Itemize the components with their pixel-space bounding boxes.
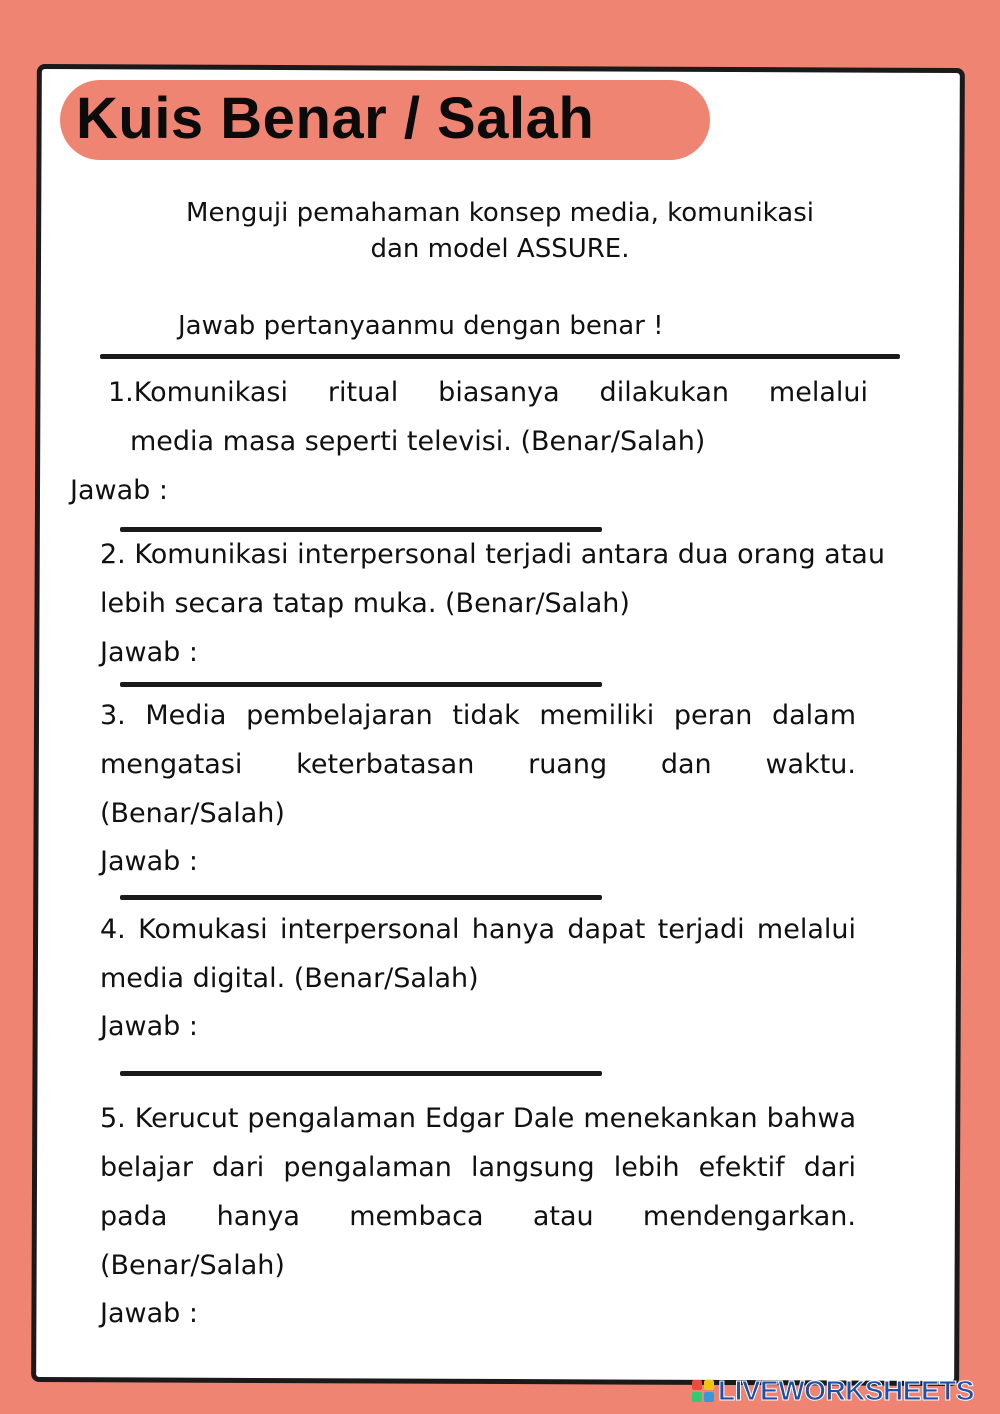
question-5-answer-label: Jawab : [100,1298,198,1329]
question-4-answer-label: Jawab : [100,1011,198,1042]
question-5: 5. Kerucut pengalaman Edgar Dale menekankan bahwa belajar dari pengalaman langsung lebih efektif dari pada hanya membaca atau mendengarkan. (Benar/Salah) [100,1103,856,1281]
question-1 [108,368,868,466]
subtitle-line-2: dan model ASSURE. [370,234,630,264]
question-2-answer-line[interactable] [120,682,602,687]
brand-name: LIVEWORKSHEETS [718,1375,974,1406]
question-2-answer-label: Jawab : [100,637,198,668]
instruction: Jawab pertanyaanmu dengan benar ! [178,311,664,341]
question-3-answer-line[interactable] [120,895,602,900]
question-3-answer-label: Jawab : [100,846,198,877]
question-4: 4. Komukasi interpersonal hanya dapat terjadi melalui media digital. (Benar/Salah) [100,914,856,994]
page-title: Kuis Benar / Salah [76,86,595,151]
question-1-answer-label: Jawab : [70,475,168,506]
subtitle [100,195,900,267]
subtitle-line-1: Menguji pemahaman konsep media, komunikasi [186,198,814,228]
liveworksheets-logo-icon [692,1380,714,1402]
question-1-line-1: 1.Komunikasi ritual biasanya dilakukan melalui [108,377,868,408]
question-3: 3. Media pembelajaran tidak memiliki peran dalam mengatasi keterbatasan ruang dan waktu. (Benar/Salah) [100,700,856,829]
question-4-answer-line[interactable] [120,1071,602,1076]
question-2: 2. Komunikasi interpersonal terjadi antara dua orang atau lebih secara tatap muka. (Benar/Salah) [100,539,885,619]
question-1-line-2: media masa seperti televisi. (Benar/Salah) [130,426,706,457]
liveworksheets-brand[interactable] [692,1376,974,1406]
divider-line [100,354,900,359]
